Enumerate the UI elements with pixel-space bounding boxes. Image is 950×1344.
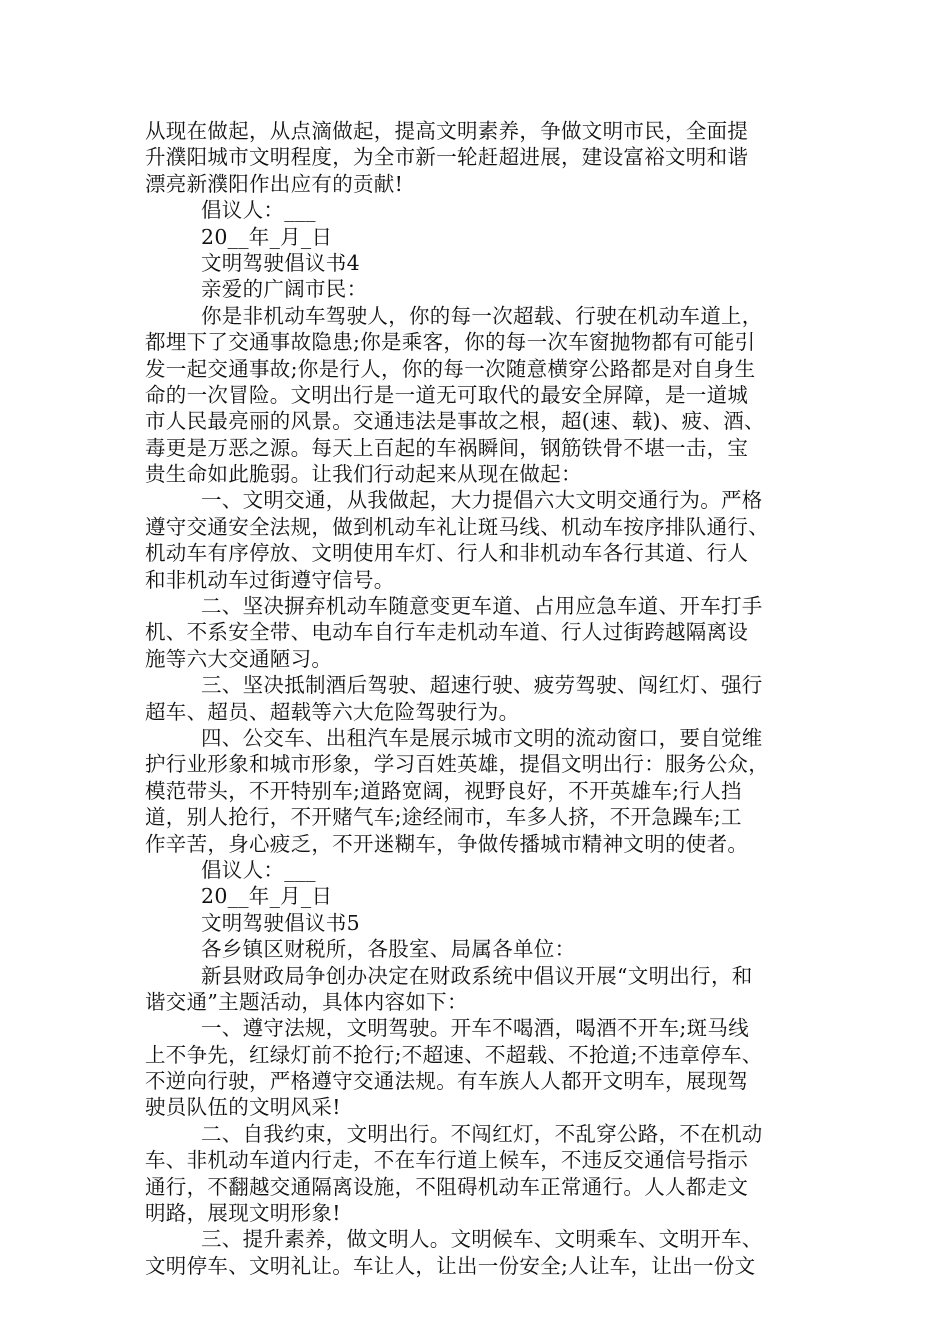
text-line: 三、坚决抵制酒后驾驶、超速行驶、疲劳驾驶、闯红灯、强行 (201, 673, 763, 698)
text-line: 新县财政局争创办决定在财政系统中倡议开展“文明出行，和 (201, 963, 753, 988)
text-line: 文明驾驶倡议书5 (201, 910, 360, 935)
text-line: 车、非机动车道内行走，不在车行道上候车，不违反交通信号指示 (145, 1148, 749, 1173)
text-line: 上不争先，红绿灯前不抢行;不超速、不超载、不抢道;不违章停车、 (145, 1042, 763, 1067)
text-line: 从现在做起，从点滴做起，提高文明素养，争做文明市民，全面提 (145, 119, 749, 143)
text-line: 施等六大交通陋习。 (145, 646, 333, 671)
text-line: 各乡镇区财税所，各股室、局属各单位： (201, 937, 576, 962)
text-line: 一、遵守法规，文明驾驶。开车不喝酒，喝酒不开车;斑马线 (201, 1016, 750, 1041)
text-line: 机、不系安全带、电动车自行车走机动车道、行人过街跨越隔离设 (145, 620, 749, 645)
text-line: 贵生命如此脆弱。让我们行动起来从现在做起： (145, 462, 582, 487)
text-line: 文明驾驶倡议书4 (201, 250, 360, 275)
text-line: 发一起交通事故;你是行人，你的每一次随意横穿公路都是对自身生 (145, 356, 756, 381)
text-line: 二、坚决摒弃机动车随意变更车道、占用应急车道、开车打手 (201, 594, 763, 619)
text-line: 机动车有序停放、文明使用车灯、行人和非机动车各行其道、行人 (145, 541, 749, 566)
text-line: 和非机动车过街遵守信号。 (145, 567, 395, 592)
text-line: 市人民最亮丽的风景。交通违法是事故之根，超(速、载)、疲、酒、 (145, 409, 765, 434)
text-line: 护行业形象和城市形象，学习百姓英雄，提倡文明出行：服务公众， (145, 752, 769, 777)
text-line: 不逆向行驶，严格遵守交通法规。有车族人人都开文明车，展现驾 (145, 1069, 749, 1094)
text-line: 你是非机动车驾驶人，你的每一次超载、行驶在机动车道上， (201, 303, 763, 328)
text-line: 三、提升素养，做文明人。文明候车、文明乘车、文明开车、 (201, 1227, 763, 1252)
text-line: 20__年_月_日 (201, 884, 333, 909)
text-line: 升濮阳城市文明程度，为全市新一轮赶超进展，建设富裕文明和谐 (145, 145, 749, 170)
text-line: 四、公交车、出租汽车是展示城市文明的流动窗口，要自觉维 (201, 725, 763, 750)
text-line: 超车、超员、超载等六大危险驾驶行为。 (145, 699, 520, 724)
text-line: 命的一次冒险。文明出行是一道无可取代的最安全屏障，是一道城 (145, 382, 749, 407)
text-line: 毒更是万恶之源。每天上百起的车祸瞬间，钢筋铁骨不堪一击，宝 (145, 435, 749, 460)
text-line: 明路，展现文明形象! (145, 1201, 341, 1226)
text-line: 道，别人抢行，不开赌气车;途经闹市，车多人挤，不开急躁车;工 (145, 805, 742, 830)
document-body (145, 118, 810, 1279)
text-line: 作辛苦，身心疲乏，不开迷糊车，争做传播城市精神文明的使者。 (145, 831, 749, 856)
text-line: 倡议人：___ (201, 857, 316, 882)
text-line: 亲爱的广阔市民： (201, 277, 368, 302)
text-line: 20__年_月_日 (201, 224, 333, 249)
text-line: 文明停车、文明礼让。车让人，让出一份安全;人让车，让出一份文 (145, 1253, 756, 1278)
text-line: 漂亮新濮阳作出应有的贡献! (145, 171, 404, 196)
text-line: 驶员队伍的文明风采! (145, 1095, 341, 1120)
text-line: 遵守交通安全法规，做到机动车礼让斑马线、机动车按序排队通行、 (145, 514, 769, 539)
text-line: 谐交通”主题活动，具体内容如下： (145, 989, 468, 1014)
text-line: 倡议人：___ (201, 198, 316, 223)
text-line: 二、自我约束，文明出行。不闯红灯，不乱穿公路，不在机动 (201, 1121, 763, 1146)
text-line: 都埋下了交通事故隐患;你是乘客，你的每一次车窗抛物都有可能引 (145, 330, 756, 355)
text-line: 通行，不翻越交通隔离设施，不阻碍机动车正常通行。人人都走文 (145, 1174, 749, 1199)
text-line: 模范带头，不开特别车;道路宽阔，视野良好，不开英雄车;行人挡 (145, 778, 742, 803)
text-line: 一、文明交通，从我做起，大力提倡六大文明交通行为。严格 (201, 488, 763, 513)
